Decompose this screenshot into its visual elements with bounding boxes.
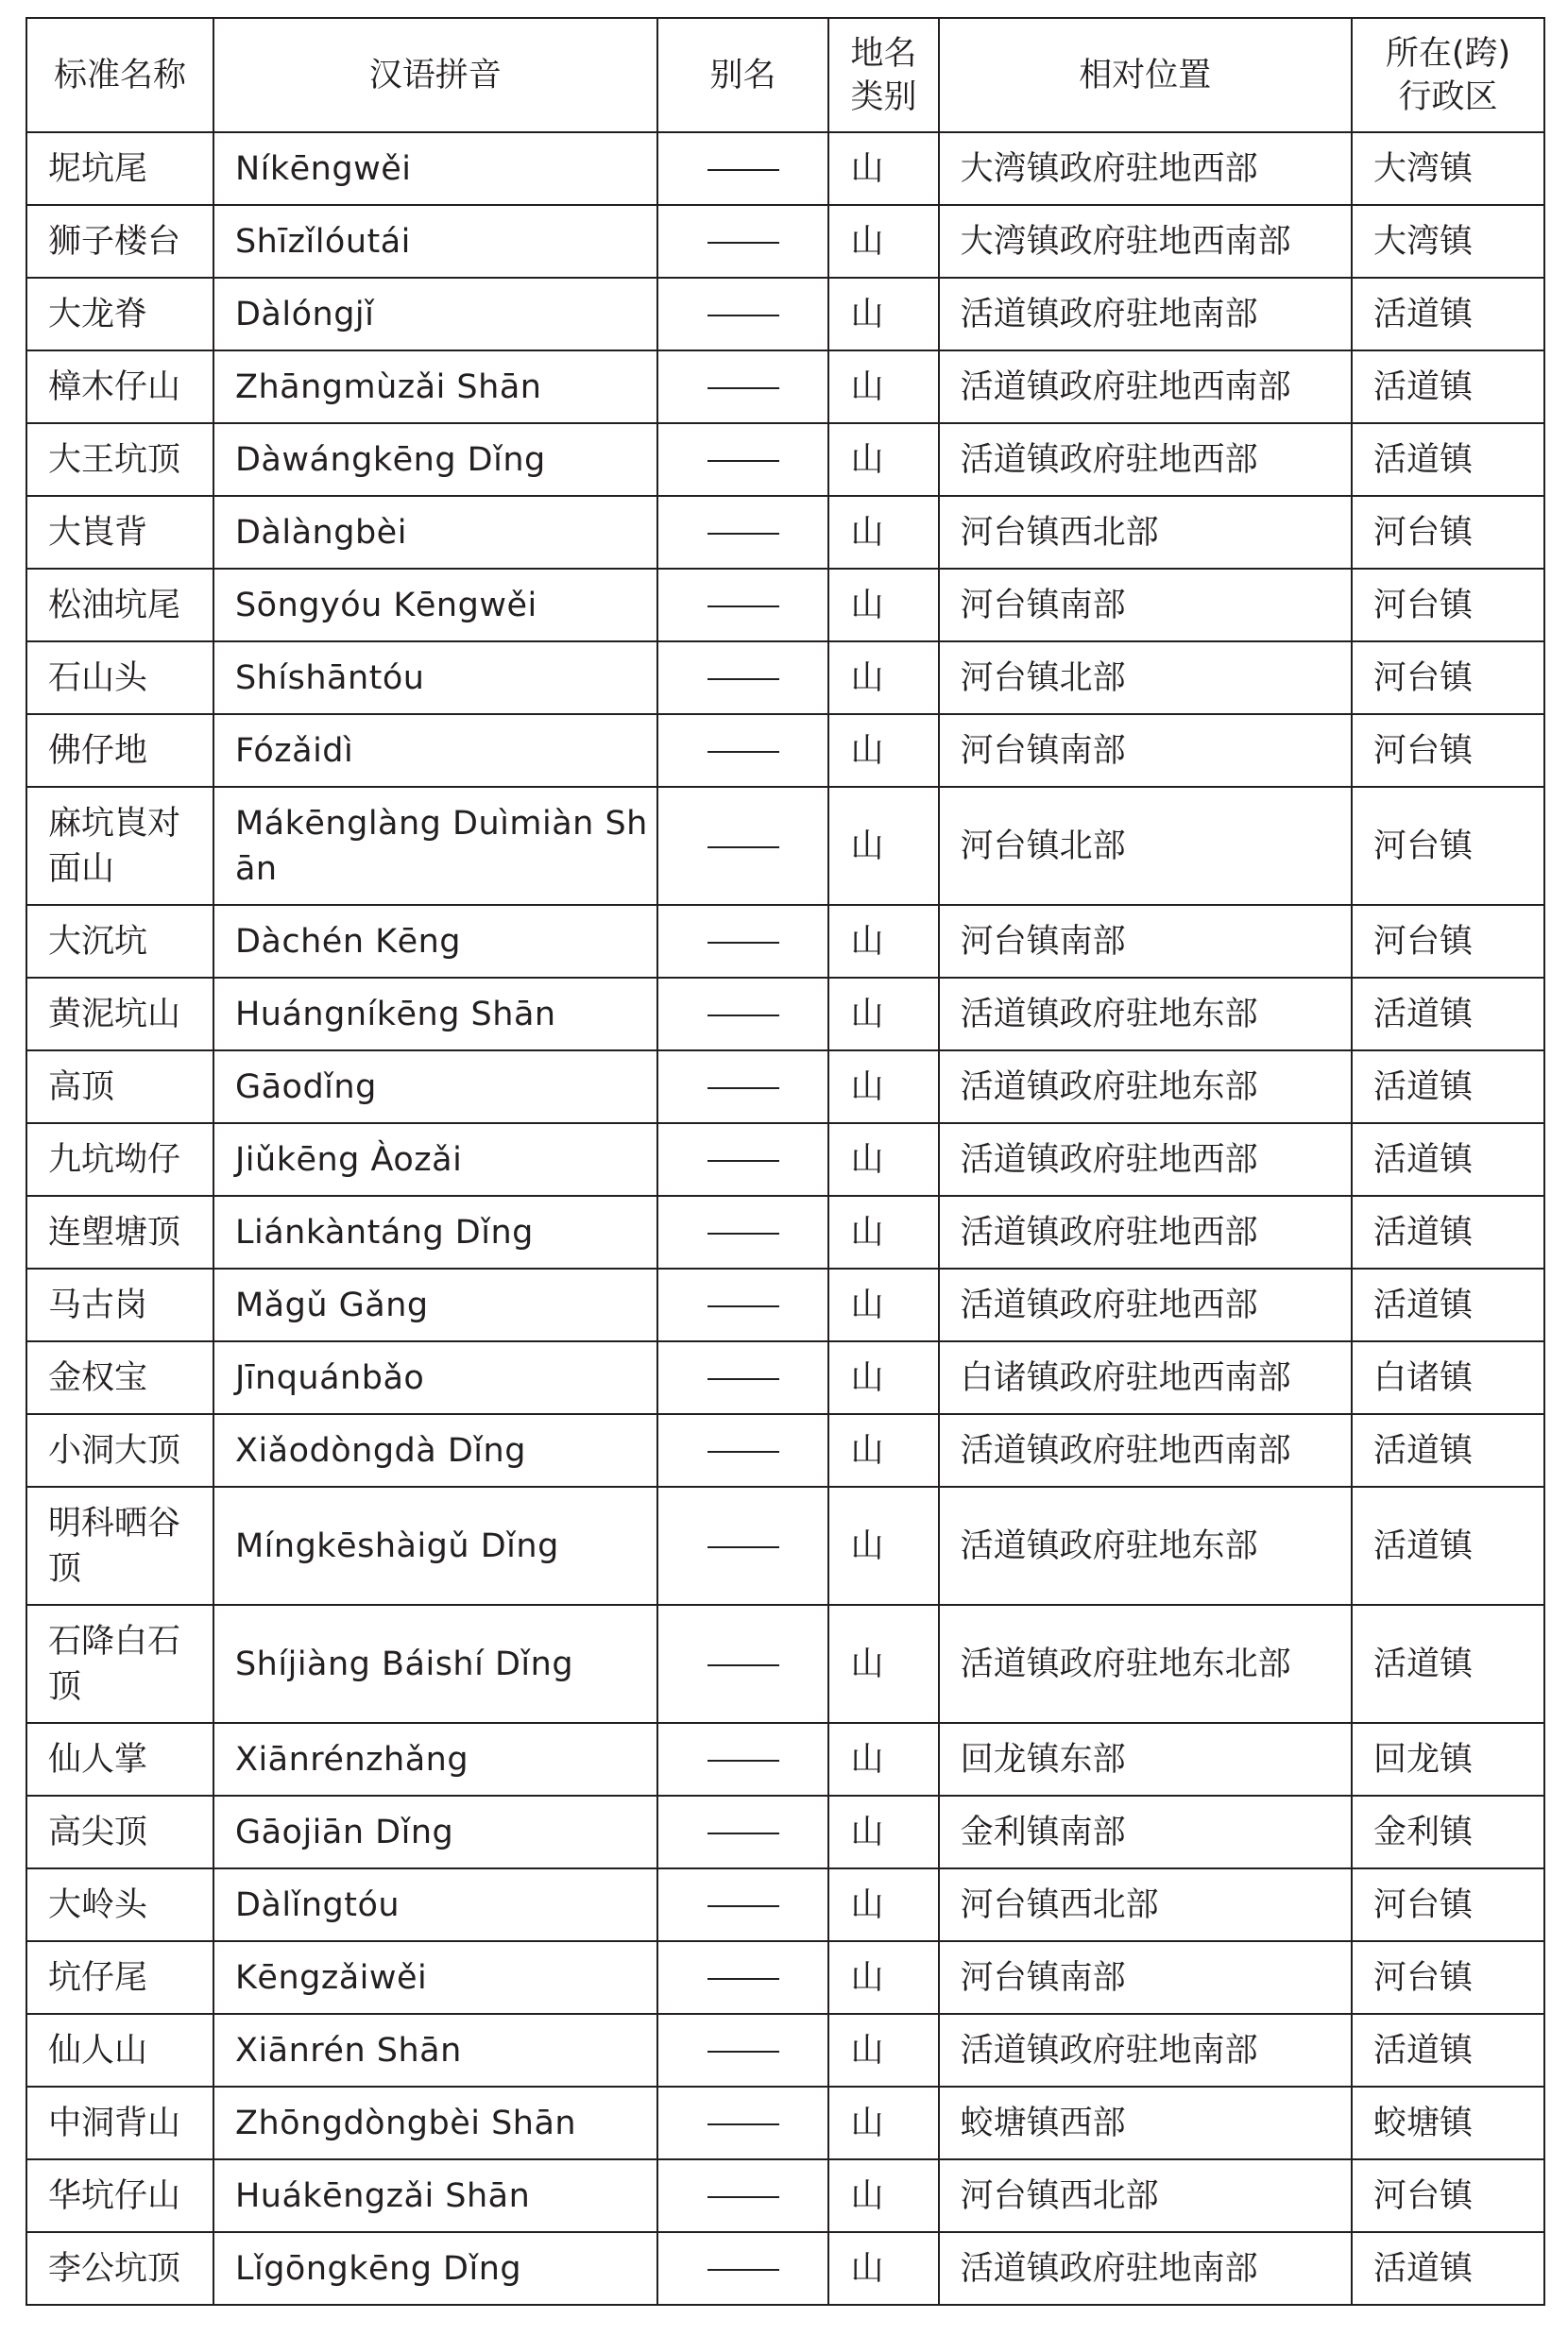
cell-alias xyxy=(657,2232,829,2305)
header-admin-region-line1: 所在(跨) xyxy=(1385,34,1511,73)
header-place-type-line2: 类别 xyxy=(850,77,917,116)
table-row xyxy=(26,2159,1544,2232)
table-row xyxy=(26,205,1544,278)
alias-none-dash xyxy=(707,751,779,753)
cell-admin-region: 活道镇 xyxy=(1352,1487,1544,1605)
cell-alias xyxy=(657,1723,829,1796)
cell-alias xyxy=(657,1341,829,1414)
cell-pinyin: Huákēngzǎi Shān xyxy=(213,2159,657,2232)
cell-relative-position: 蛟塘镇西部 xyxy=(939,2087,1352,2159)
cell-standard-name: 高尖顶 xyxy=(26,1796,213,1868)
cell-place-type: 山 xyxy=(828,1341,938,1414)
cell-place-type: 山 xyxy=(828,569,938,641)
cell-pinyin: Shíjiàng Báishí Dǐng xyxy=(213,1605,657,1723)
header-pinyin: 汉语拼音 xyxy=(213,18,657,132)
cell-place-type: 山 xyxy=(828,1796,938,1868)
cell-relative-position: 活道镇政府驻地西部 xyxy=(939,1269,1352,1341)
alias-none-dash xyxy=(707,533,779,535)
cell-pinyin: Míngkēshàigǔ Dǐng xyxy=(213,1487,657,1605)
cell-pinyin: Fózǎidì xyxy=(213,714,657,787)
cell-place-type: 山 xyxy=(828,905,938,978)
cell-alias xyxy=(657,278,829,350)
table-row xyxy=(26,1123,1544,1196)
table-row xyxy=(26,132,1544,205)
cell-alias xyxy=(657,1196,829,1269)
cell-standard-name: 石山头 xyxy=(26,641,213,714)
cell-relative-position: 活道镇政府驻地南部 xyxy=(939,2232,1352,2305)
cell-alias xyxy=(657,905,829,978)
alias-none-dash xyxy=(707,1664,779,1666)
cell-alias xyxy=(657,2159,829,2232)
cell-admin-region: 蛟塘镇 xyxy=(1352,2087,1544,2159)
alias-none-dash xyxy=(707,2269,779,2271)
cell-place-type: 山 xyxy=(828,1196,938,1269)
cell-admin-region: 河台镇 xyxy=(1352,1868,1544,1941)
table-row xyxy=(26,1050,1544,1123)
cell-standard-name: 麻坑崀对面山 xyxy=(26,787,213,905)
cell-admin-region: 河台镇 xyxy=(1352,905,1544,978)
alias-none-dash xyxy=(707,1087,779,1089)
cell-pinyin: Zhāngmùzǎi Shān xyxy=(213,350,657,423)
alias-none-dash xyxy=(707,1451,779,1453)
cell-standard-name: 连塱塘顶 xyxy=(26,1196,213,1269)
cell-standard-name: 坑仔尾 xyxy=(26,1941,213,2014)
cell-place-type: 山 xyxy=(828,1868,938,1941)
cell-relative-position: 白诸镇政府驻地西南部 xyxy=(939,1341,1352,1414)
table-row xyxy=(26,1196,1544,1269)
cell-alias xyxy=(657,1868,829,1941)
alias-none-dash xyxy=(707,678,779,680)
alias-none-dash xyxy=(707,1160,779,1162)
cell-place-type: 山 xyxy=(828,714,938,787)
table-row xyxy=(26,641,1544,714)
cell-admin-region: 活道镇 xyxy=(1352,2014,1544,2087)
cell-relative-position: 活道镇政府驻地西南部 xyxy=(939,350,1352,423)
cell-relative-position: 活道镇政府驻地南部 xyxy=(939,2014,1352,2087)
cell-standard-name: 松油坑尾 xyxy=(26,569,213,641)
cell-relative-position: 河台镇南部 xyxy=(939,905,1352,978)
cell-pinyin: Shīzǐlóutái xyxy=(213,205,657,278)
cell-alias xyxy=(657,2014,829,2087)
cell-alias xyxy=(657,1605,829,1723)
table-row xyxy=(26,1269,1544,1341)
table-row xyxy=(26,905,1544,978)
cell-relative-position: 河台镇西北部 xyxy=(939,1868,1352,1941)
cell-pinyin: Jiǔkēng Àozǎi xyxy=(213,1123,657,1196)
table-row xyxy=(26,1868,1544,1941)
cell-standard-name: 中洞背山 xyxy=(26,2087,213,2159)
table-row xyxy=(26,569,1544,641)
alias-none-dash xyxy=(707,387,779,389)
cell-relative-position: 活道镇政府驻地东北部 xyxy=(939,1605,1352,1723)
cell-alias xyxy=(657,496,829,569)
table-row xyxy=(26,2087,1544,2159)
cell-relative-position: 河台镇西北部 xyxy=(939,2159,1352,2232)
cell-standard-name: 狮子楼台 xyxy=(26,205,213,278)
cell-standard-name: 小洞大顶 xyxy=(26,1414,213,1487)
cell-pinyin: Gāojiān Dǐng xyxy=(213,1796,657,1868)
alias-none-dash xyxy=(707,1233,779,1235)
cell-admin-region: 回龙镇 xyxy=(1352,1723,1544,1796)
table-row xyxy=(26,1414,1544,1487)
header-row xyxy=(26,18,1544,132)
alias-none-dash xyxy=(707,846,779,848)
cell-alias xyxy=(657,1414,829,1487)
table-body xyxy=(26,132,1544,2305)
alias-none-dash xyxy=(707,605,779,607)
alias-none-dash xyxy=(707,1905,779,1907)
cell-standard-name: 仙人山 xyxy=(26,2014,213,2087)
cell-pinyin: Xiānrénzhǎng xyxy=(213,1723,657,1796)
cell-standard-name: 黄泥坑山 xyxy=(26,978,213,1050)
cell-relative-position: 活道镇政府驻地西部 xyxy=(939,1196,1352,1269)
alias-none-dash xyxy=(707,2123,779,2125)
cell-admin-region: 活道镇 xyxy=(1352,2232,1544,2305)
cell-pinyin: Mákēnglàng Duìmiàn Shān xyxy=(213,787,657,905)
cell-place-type: 山 xyxy=(828,278,938,350)
cell-alias xyxy=(657,1269,829,1341)
cell-standard-name: 仙人掌 xyxy=(26,1723,213,1796)
cell-place-type: 山 xyxy=(828,423,938,496)
cell-admin-region: 河台镇 xyxy=(1352,569,1544,641)
cell-place-type: 山 xyxy=(828,2087,938,2159)
cell-standard-name: 大沉坑 xyxy=(26,905,213,978)
cell-alias xyxy=(657,1487,829,1605)
cell-standard-name: 华坑仔山 xyxy=(26,2159,213,2232)
cell-alias xyxy=(657,1941,829,2014)
cell-relative-position: 活道镇政府驻地西部 xyxy=(939,423,1352,496)
cell-relative-position: 活道镇政府驻地东部 xyxy=(939,978,1352,1050)
cell-place-type: 山 xyxy=(828,1123,938,1196)
table-row xyxy=(26,1341,1544,1414)
table-row xyxy=(26,423,1544,496)
cell-admin-region: 活道镇 xyxy=(1352,1269,1544,1341)
header-admin-region-line2: 行政区 xyxy=(1398,77,1498,116)
cell-standard-name: 大崀背 xyxy=(26,496,213,569)
cell-admin-region: 活道镇 xyxy=(1352,978,1544,1050)
table-row xyxy=(26,1723,1544,1796)
cell-admin-region: 河台镇 xyxy=(1352,2159,1544,2232)
cell-place-type: 山 xyxy=(828,1605,938,1723)
place-name-table xyxy=(26,17,1545,2306)
cell-alias xyxy=(657,1796,829,1868)
cell-place-type: 山 xyxy=(828,2232,938,2305)
cell-alias xyxy=(657,1050,829,1123)
cell-pinyin: Liánkàntáng Dǐng xyxy=(213,1196,657,1269)
cell-pinyin: Sōngyóu Kēngwěi xyxy=(213,569,657,641)
cell-admin-region: 活道镇 xyxy=(1352,1196,1544,1269)
cell-relative-position: 回龙镇东部 xyxy=(939,1723,1352,1796)
cell-place-type: 山 xyxy=(828,2159,938,2232)
cell-standard-name: 佛仔地 xyxy=(26,714,213,787)
cell-admin-region: 白诸镇 xyxy=(1352,1341,1544,1414)
cell-relative-position: 河台镇南部 xyxy=(939,1941,1352,2014)
cell-place-type: 山 xyxy=(828,1269,938,1341)
cell-place-type: 山 xyxy=(828,1414,938,1487)
header-place-type-line1: 地名 xyxy=(850,34,917,73)
cell-relative-position: 河台镇南部 xyxy=(939,714,1352,787)
cell-admin-region: 河台镇 xyxy=(1352,1941,1544,2014)
cell-admin-region: 河台镇 xyxy=(1352,641,1544,714)
cell-alias xyxy=(657,978,829,1050)
cell-place-type: 山 xyxy=(828,350,938,423)
cell-admin-region: 活道镇 xyxy=(1352,423,1544,496)
cell-admin-region: 河台镇 xyxy=(1352,496,1544,569)
table-row xyxy=(26,714,1544,787)
alias-none-dash xyxy=(707,315,779,316)
cell-relative-position: 活道镇政府驻地西部 xyxy=(939,1123,1352,1196)
table-row xyxy=(26,2014,1544,2087)
alias-none-dash xyxy=(707,169,779,171)
cell-place-type: 山 xyxy=(828,132,938,205)
cell-place-type: 山 xyxy=(828,2014,938,2087)
cell-place-type: 山 xyxy=(828,1723,938,1796)
cell-alias xyxy=(657,641,829,714)
alias-none-dash xyxy=(707,2051,779,2053)
alias-none-dash xyxy=(707,242,779,244)
cell-pinyin: Mǎgǔ Gǎng xyxy=(213,1269,657,1341)
cell-admin-region: 活道镇 xyxy=(1352,278,1544,350)
table-row xyxy=(26,1605,1544,1723)
cell-pinyin: Dàchén Kēng xyxy=(213,905,657,978)
cell-admin-region: 大湾镇 xyxy=(1352,205,1544,278)
alias-none-dash xyxy=(707,942,779,944)
cell-pinyin: Kēngzǎiwěi xyxy=(213,1941,657,2014)
cell-place-type: 山 xyxy=(828,787,938,905)
cell-pinyin: Jīnquánbǎo xyxy=(213,1341,657,1414)
cell-alias xyxy=(657,569,829,641)
cell-standard-name: 坭坑尾 xyxy=(26,132,213,205)
cell-pinyin: Dàlóngjǐ xyxy=(213,278,657,350)
cell-pinyin: Xiǎodòngdà Dǐng xyxy=(213,1414,657,1487)
alias-none-dash xyxy=(707,1978,779,1980)
alias-none-dash xyxy=(707,1015,779,1016)
cell-pinyin: Gāodǐng xyxy=(213,1050,657,1123)
cell-admin-region: 河台镇 xyxy=(1352,714,1544,787)
cell-pinyin: Níkēngwěi xyxy=(213,132,657,205)
cell-pinyin: Huángníkēng Shān xyxy=(213,978,657,1050)
alias-none-dash xyxy=(707,1833,779,1834)
cell-pinyin: Dàlàngbèi xyxy=(213,496,657,569)
alias-none-dash xyxy=(707,1546,779,1548)
cell-relative-position: 河台镇南部 xyxy=(939,569,1352,641)
alias-none-dash xyxy=(707,2196,779,2198)
alias-none-dash xyxy=(707,1760,779,1762)
table-row xyxy=(26,278,1544,350)
cell-admin-region: 大湾镇 xyxy=(1352,132,1544,205)
table-row xyxy=(26,787,1544,905)
table-row xyxy=(26,1796,1544,1868)
cell-relative-position: 大湾镇政府驻地西部 xyxy=(939,132,1352,205)
cell-alias xyxy=(657,787,829,905)
cell-standard-name: 高顶 xyxy=(26,1050,213,1123)
cell-standard-name: 李公坑顶 xyxy=(26,2232,213,2305)
cell-standard-name: 马古岗 xyxy=(26,1269,213,1341)
cell-pinyin: Shíshāntóu xyxy=(213,641,657,714)
cell-pinyin: Zhōngdòngbèi Shān xyxy=(213,2087,657,2159)
header-admin-region xyxy=(1352,18,1544,132)
cell-place-type: 山 xyxy=(828,1941,938,2014)
cell-admin-region: 活道镇 xyxy=(1352,350,1544,423)
header-relative-position: 相对位置 xyxy=(939,18,1352,132)
cell-alias xyxy=(657,350,829,423)
cell-standard-name: 石降白石顶 xyxy=(26,1605,213,1723)
cell-admin-region: 金利镇 xyxy=(1352,1796,1544,1868)
alias-none-dash xyxy=(707,1378,779,1380)
header-place-type xyxy=(828,18,938,132)
header-standard-name: 标准名称 xyxy=(26,18,213,132)
cell-pinyin: Xiānrén Shān xyxy=(213,2014,657,2087)
table-row xyxy=(26,978,1544,1050)
cell-relative-position: 大湾镇政府驻地西南部 xyxy=(939,205,1352,278)
cell-standard-name: 九坑坳仔 xyxy=(26,1123,213,1196)
cell-admin-region: 活道镇 xyxy=(1352,1605,1544,1723)
cell-standard-name: 大王坑顶 xyxy=(26,423,213,496)
cell-standard-name: 金权宝 xyxy=(26,1341,213,1414)
cell-relative-position: 活道镇政府驻地东部 xyxy=(939,1050,1352,1123)
table-row xyxy=(26,1487,1544,1605)
cell-relative-position: 金利镇南部 xyxy=(939,1796,1352,1868)
cell-relative-position: 河台镇西北部 xyxy=(939,496,1352,569)
cell-admin-region: 河台镇 xyxy=(1352,787,1544,905)
cell-alias xyxy=(657,2087,829,2159)
cell-alias xyxy=(657,714,829,787)
cell-alias xyxy=(657,132,829,205)
header-alias: 别名 xyxy=(657,18,829,132)
cell-place-type: 山 xyxy=(828,641,938,714)
cell-place-type: 山 xyxy=(828,205,938,278)
alias-none-dash xyxy=(707,460,779,462)
cell-relative-position: 活道镇政府驻地东部 xyxy=(939,1487,1352,1605)
cell-relative-position: 河台镇北部 xyxy=(939,787,1352,905)
cell-standard-name: 大岭头 xyxy=(26,1868,213,1941)
cell-relative-position: 活道镇政府驻地西南部 xyxy=(939,1414,1352,1487)
cell-pinyin: Lǐgōngkēng Dǐng xyxy=(213,2232,657,2305)
cell-place-type: 山 xyxy=(828,978,938,1050)
cell-pinyin: Dàwángkēng Dǐng xyxy=(213,423,657,496)
cell-standard-name: 明科晒谷顶 xyxy=(26,1487,213,1605)
cell-alias xyxy=(657,205,829,278)
cell-place-type: 山 xyxy=(828,496,938,569)
cell-place-type: 山 xyxy=(828,1050,938,1123)
table-row xyxy=(26,2232,1544,2305)
cell-admin-region: 活道镇 xyxy=(1352,1050,1544,1123)
table-row xyxy=(26,496,1544,569)
cell-pinyin: Dàlǐngtóu xyxy=(213,1868,657,1941)
cell-place-type: 山 xyxy=(828,1487,938,1605)
cell-alias xyxy=(657,423,829,496)
cell-standard-name: 樟木仔山 xyxy=(26,350,213,423)
cell-relative-position: 河台镇北部 xyxy=(939,641,1352,714)
table-row xyxy=(26,1941,1544,2014)
cell-relative-position: 活道镇政府驻地南部 xyxy=(939,278,1352,350)
cell-alias xyxy=(657,1123,829,1196)
cell-admin-region: 活道镇 xyxy=(1352,1414,1544,1487)
alias-none-dash xyxy=(707,1305,779,1307)
cell-standard-name: 大龙脊 xyxy=(26,278,213,350)
cell-admin-region: 活道镇 xyxy=(1352,1123,1544,1196)
table-row xyxy=(26,350,1544,423)
